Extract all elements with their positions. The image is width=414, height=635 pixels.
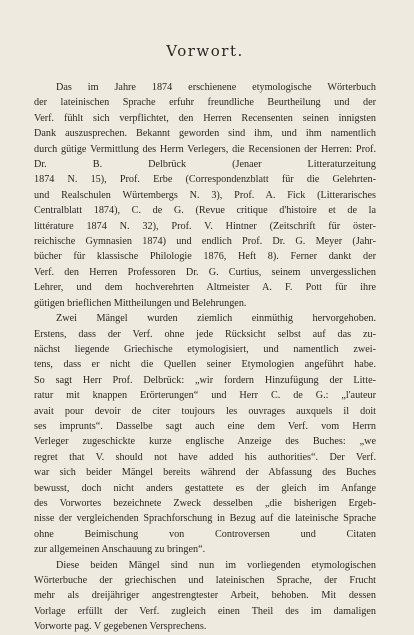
text-line: Diese beiden Mängel sind nun im vorliegenden etymologischen	[56, 559, 376, 571]
text-line: 1874 N. 15), Prof. Erbe (Correspondenzblatt für die Gelehrten-	[34, 174, 376, 186]
text-line: Das im Jahre 1874 erschienene etymologische Wörterbuch	[56, 82, 376, 93]
text-line: littérature 1874 N. 32), Prof. V. Hintner (Zeitschrift für öster-	[34, 220, 376, 232]
text-line: ses imprunts“. Dasselbe sagt auch eine dem Verf. vom Herrn	[34, 420, 376, 432]
text-line: So sagt Herr Prof. Delbrück: „wir fordern Hinzufügung der Litte-	[34, 374, 376, 386]
paragraph-1	[34, 80, 376, 311]
text-line: und Realschulen Würtembergs N. 3), Prof. A. Fick (Litterarisches	[34, 189, 376, 201]
text-line: bewusst, doch nicht anders gestattete es der gleich im Anfange	[34, 482, 376, 494]
text-line: zur allgemeinen Anschauung zu bringen“.	[34, 544, 206, 556]
text-line: durch gütige Vermittlung des Herrn Verlegers, die Recensionen der Herren: Prof. Dr. B. Delbrück (Jenaer Litteraturzeitung	[34, 143, 376, 171]
text-line: nächst liegende Griechische etymologisiert, und namentlich zwei-	[34, 343, 376, 355]
paragraph-2	[34, 311, 376, 558]
preface-body	[34, 80, 376, 635]
text-line: mehr als dreijähriger angestrengtester Arbeit, behoben. Mit dessen	[34, 590, 376, 602]
text-line: Vorlage erfüllt der Verf. zugleich einen Theil des im damaligen	[34, 605, 376, 617]
paragraph-3	[34, 558, 376, 635]
text-line: Erstens, dass der Verf. ohne jede Rücksicht selbst auf das zu-	[34, 328, 376, 340]
text-line: Verleger zugeschickte kurze englische Anzeige des Buches: „we	[34, 436, 376, 448]
text-line: Dank auszusprechen. Bekannt geworden sind ihm, und ihm namentlich	[34, 128, 376, 140]
text-line: gütigen brieflichen Mittheilungen und Belehrungen.	[34, 297, 247, 309]
text-line: tens, dass er nicht die Quellen seiner Etymologien angeführt habe.	[34, 359, 376, 371]
text-line: nisse der vergleichenden Sprachforschung in Bezug auf die lateinische Sprache ohne Beimischung von Controversen und Citaten	[34, 513, 376, 540]
text-line: Vorworte pag. V gegebenen Versprechens.	[34, 621, 207, 633]
text-line: Verf. den Herren Professoren Dr. G. Curtius, seinem unvergesslichen	[34, 266, 376, 278]
text-line: Verf. fühlt sich verpflichtet, den Herren Recensenten seinen innigsten	[34, 112, 376, 124]
text-line: Wörterbuche der griechischen und lateinischen Sprache, der Frucht	[34, 575, 376, 586]
text-line: avait pour devoir de citer toujours les ouvrages auxquels il doit	[34, 405, 376, 417]
text-line: bücher für klassische Philologie 1876, Heft 8). Ferner dankt der	[34, 251, 376, 263]
text-line: regret that V. should not have added his authorities“. Der Verf.	[34, 451, 376, 463]
text-line: ratur mit knappen Erörterungen“ und Herr C. de G.: „l'auteur	[34, 390, 376, 402]
text-line: der lateinischen Sprache erfuhr freundliche Beurtheilung und der	[34, 97, 376, 109]
text-line: Centralblatt 1874), C. de G. (Revue critique d'histoire et de la	[34, 205, 376, 217]
text-line: reichische Gymnasien 1874) und endlich Prof. Dr. G. Meyer (Jahr-	[34, 236, 376, 248]
page-title: Vorwort.	[166, 42, 244, 60]
text-line: Lehrer, und dem hochverehrten Altmeister A. F. Pott für ihre	[34, 282, 376, 294]
text-line: Zwei Mängel wurden ziemlich einmüthig hervorgehoben.	[56, 313, 376, 325]
text-line: war sich beider Mängel bereits während der Abfassung des Buches	[34, 467, 376, 479]
text-line: des Vorwortes bezeichnete Zweck desselben „die bisherigen Ergeb-	[34, 497, 376, 509]
